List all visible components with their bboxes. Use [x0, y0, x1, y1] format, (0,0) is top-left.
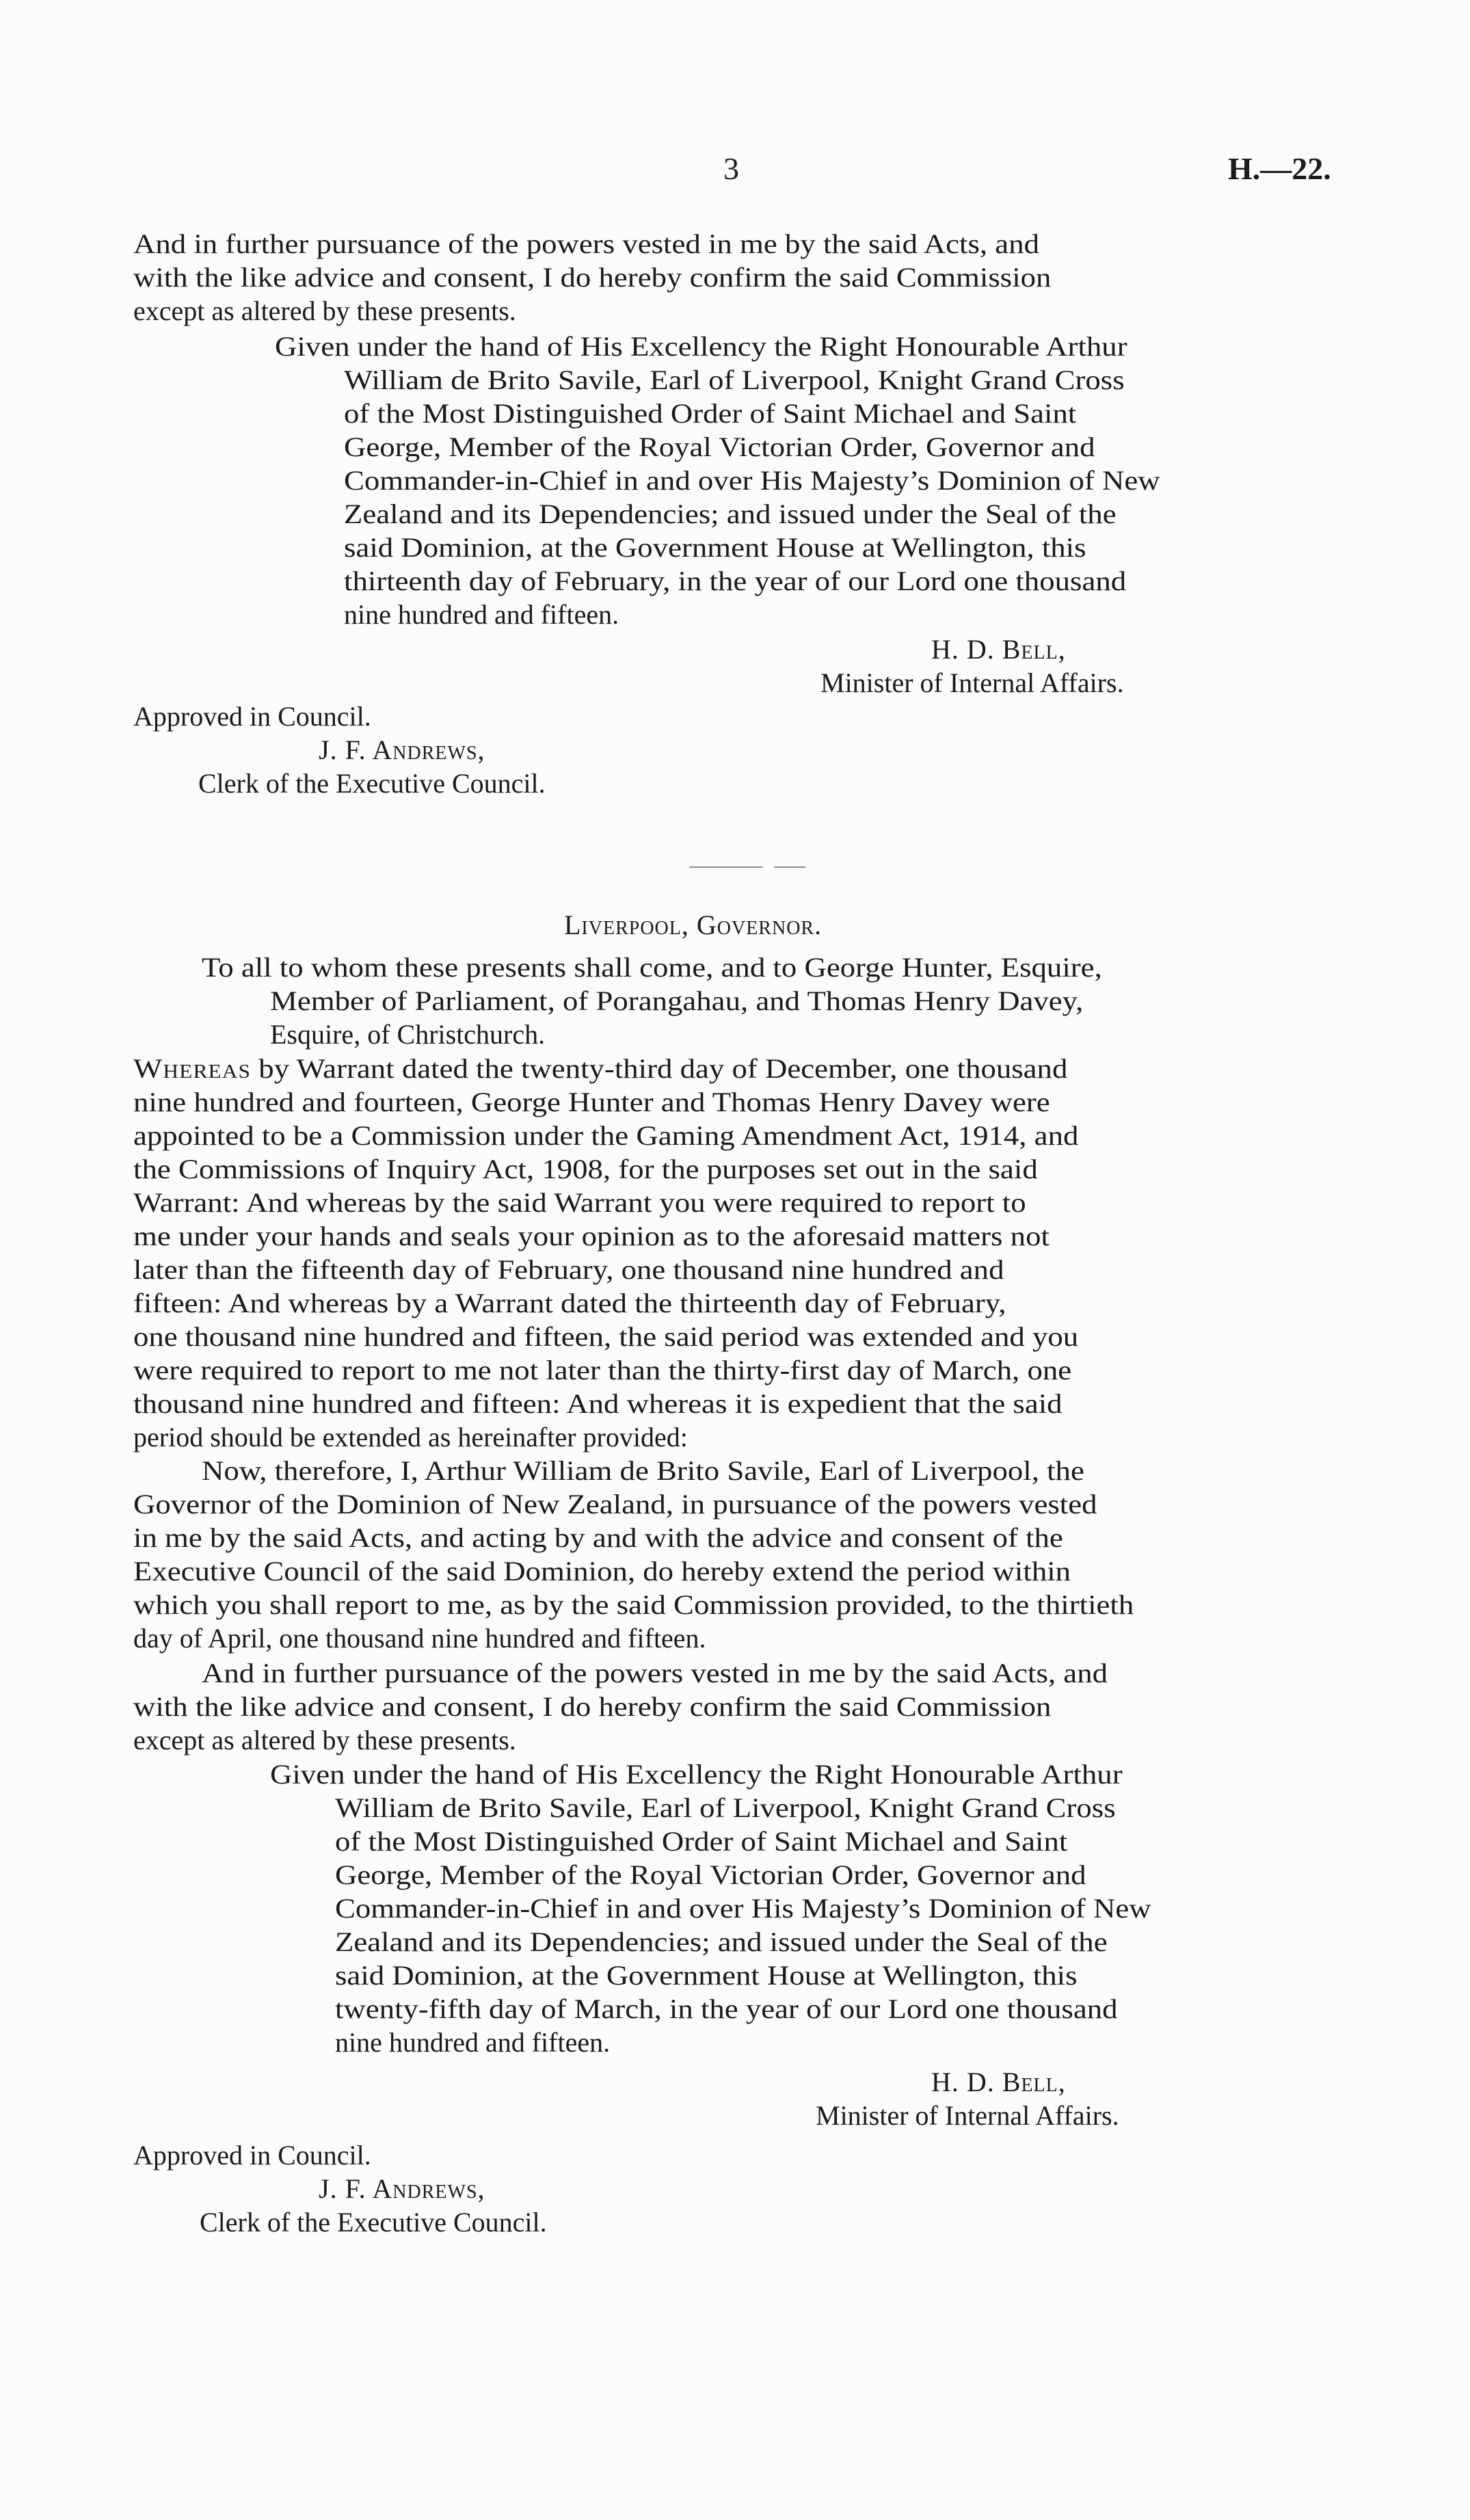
- text-line: Warrant: And whereas by the said Warrant you were required to report to: [133, 1187, 1026, 1218]
- text-line: [133, 1052, 1067, 1086]
- text-line: Commander-in-Chief in and over His Majesty’s Dominion of New: [335, 1893, 1151, 1924]
- address-paragraph: [133, 951, 1350, 1053]
- text-line: Zealand and its Dependencies; and issued under the Seal of the: [344, 499, 1117, 529]
- text-line: Executive Council of the said Dominion, do hereby extend the period within: [133, 1556, 1071, 1587]
- signatory-title: Minister of Internal Affairs.: [820, 667, 1124, 698]
- text-line: with the like advice and consent, I do hereby confirm the said Commission: [133, 262, 1052, 293]
- text-line: later than the fifteenth day of February, one thousand nine hundred and: [133, 1254, 1004, 1285]
- text-line: William de Brito Savile, Earl of Liverpool, Knight Grand Cross: [344, 364, 1125, 395]
- text-line: Commander-in-Chief in and over His Majesty’s Dominion of New: [344, 465, 1160, 496]
- approved-in-council: Approved in Council.: [133, 701, 371, 732]
- text-line: thirteenth day of February, in the year of our Lord one thousand: [344, 566, 1127, 596]
- text-line: thousand nine hundred and fifteen: And whereas it is expedient that the said: [133, 1388, 1063, 1419]
- text-line: twenty-fifth day of March, in the year of our Lord one thousand: [335, 1993, 1118, 2024]
- clerk-title: Clerk of the Executive Council.: [200, 2207, 547, 2238]
- document-reference: H.—22.: [1228, 151, 1331, 186]
- text-line: day of April, one thousand nine hundred and fifteen.: [133, 1623, 706, 1654]
- text-line: of the Most Distinguished Order of Saint Michael and Saint: [335, 1826, 1068, 1857]
- signatory-name: H. D. Bell,: [931, 2067, 1066, 2097]
- proclamation-heading: Liverpool, Governor.: [564, 910, 823, 940]
- text-line: Esquire, of Christchurch.: [270, 1019, 546, 1050]
- text-line: And in further pursuance of the powers vested in me by the said Acts, and: [133, 228, 1039, 259]
- text-line: William de Brito Savile, Earl of Liverpool, Knight Grand Cross: [335, 1792, 1116, 1823]
- text-line: me under your hands and seals your opinion as to the aforesaid matters not: [133, 1221, 1050, 1251]
- clerk-name: J. F. Andrews,: [319, 734, 485, 765]
- text-line: Zealand and its Dependencies; and issued under the Seal of the: [335, 1926, 1108, 1957]
- whereas-paragraph: [133, 1052, 1350, 1462]
- text-line: said Dominion, at the Government House at Wellington, this: [335, 1960, 1078, 1991]
- text-line: the Commissions of Inquiry Act, 1908, for the purposes set out in the said: [133, 1154, 1038, 1184]
- now-therefore-paragraph: [133, 1454, 1350, 1659]
- approved-in-council: Approved in Council.: [133, 2140, 371, 2171]
- text-line: nine hundred and fifteen.: [335, 2027, 611, 2058]
- whereas-first-line: by Warrant dated the twenty-third day of December, one thousand: [251, 1053, 1068, 1084]
- section-divider: [689, 866, 763, 868]
- text-line: fifteen: And whereas by a Warrant dated the thirteenth day of February,: [133, 1288, 1006, 1318]
- given-under-hand-paragraph-1: [133, 330, 1350, 637]
- text-line: of the Most Distinguished Order of Saint Michael and Saint: [344, 398, 1077, 429]
- further-pursuance-paragraph-2: [133, 1656, 1350, 1759]
- further-pursuance-paragraph-1: [133, 227, 1350, 330]
- text-line: nine hundred and fourteen, George Hunter and Thomas Henry Davey were: [133, 1087, 1050, 1117]
- text-line: And in further pursuance of the powers vested in me by the said Acts, and: [202, 1658, 1108, 1688]
- text-line: in me by the said Acts, and acting by and with the advice and consent of the: [133, 1522, 1063, 1553]
- text-line: George, Member of the Royal Victorian Order, Governor and: [344, 432, 1095, 462]
- whereas-word: Whereas: [133, 1053, 252, 1084]
- text-line: Member of Parliament, of Porangahau, and Thomas Henry Davey,: [270, 985, 1084, 1016]
- text-line: which you shall report to me, as by the said Commission provided, to the thirtieth: [133, 1589, 1134, 1620]
- text-line: Now, therefore, I, Arthur William de Brito Savile, Earl of Liverpool, the: [202, 1455, 1084, 1486]
- text-line: except as altered by these presents.: [133, 295, 516, 326]
- page-number: 3: [723, 151, 739, 186]
- signatory-name: H. D. Bell,: [931, 634, 1066, 665]
- text-line: were required to report to me not later than the thirty-first day of March, one: [133, 1355, 1072, 1385]
- text-line: except as altered by these presents.: [133, 1725, 516, 1755]
- text-line: period should be extended as hereinafter provided:: [133, 1422, 688, 1453]
- text-line: Given under the hand of His Excellency the Right Honourable Arthur: [275, 331, 1127, 362]
- text-line: nine hundred and fifteen.: [344, 599, 619, 630]
- text-line: Given under the hand of His Excellency the Right Honourable Arthur: [270, 1759, 1123, 1790]
- text-line: George, Member of the Royal Victorian Order, Governor and: [335, 1859, 1086, 1890]
- section-divider: [774, 866, 805, 868]
- text-line: To all to whom these presents shall come, and to George Hunter, Esquire,: [202, 952, 1102, 983]
- text-line: said Dominion, at the Government House at Wellington, this: [344, 532, 1086, 563]
- text-line: appointed to be a Commission under the Gaming Amendment Act, 1914, and: [133, 1120, 1079, 1151]
- text-line: Governor of the Dominion of New Zealand, in pursuance of the powers vested: [133, 1489, 1097, 1520]
- given-under-hand-paragraph-2: [133, 1758, 1350, 2065]
- signatory-title: Minister of Internal Affairs.: [816, 2100, 1119, 2131]
- clerk-title: Clerk of the Executive Council.: [198, 768, 546, 799]
- clerk-name: J. F. Andrews,: [319, 2173, 485, 2204]
- text-line: with the like advice and consent, I do hereby confirm the said Commission: [133, 1691, 1052, 1722]
- text-line: one thousand nine hundred and fifteen, the said period was extended and you: [133, 1321, 1079, 1352]
